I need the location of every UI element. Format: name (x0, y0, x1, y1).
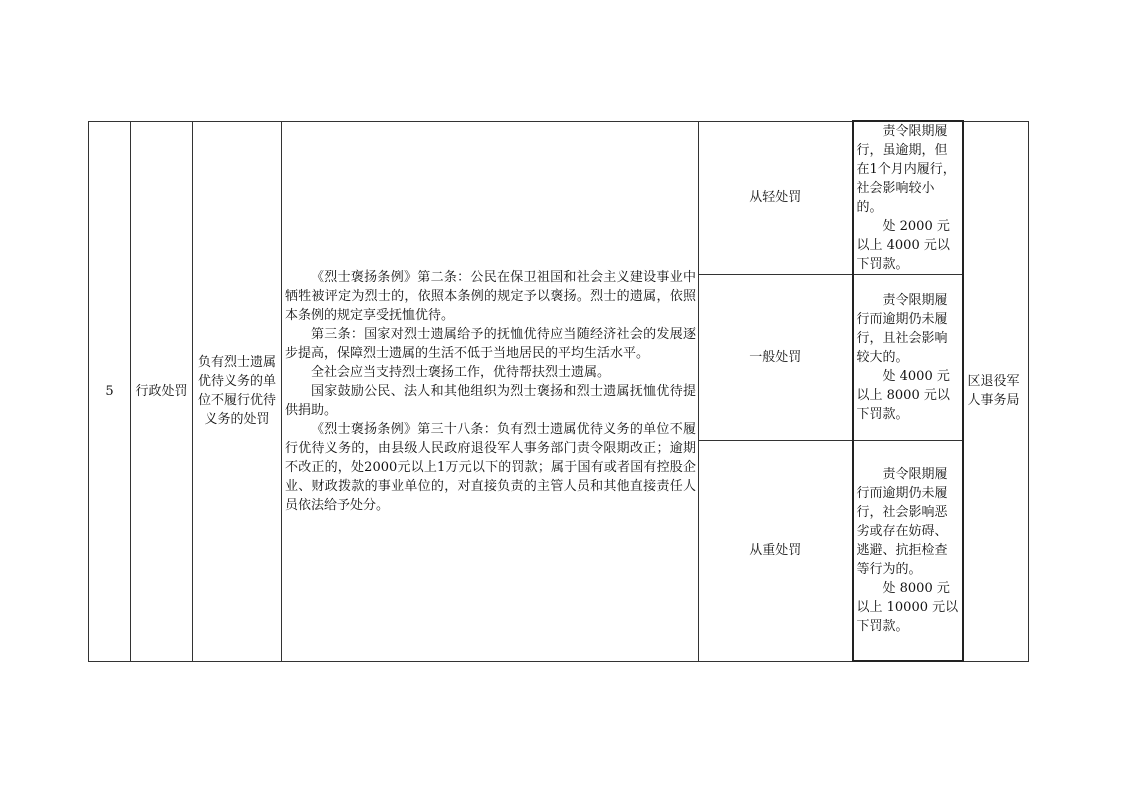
legal-basis-cell (282, 121, 699, 661)
penalty-amount-text: 处 4000 元以上 8000 元以下罚款。 (856, 369, 950, 422)
circumstance-text: 责令限期履行而逾期仍未履行，且社会影响较大的。 (856, 293, 948, 365)
standard-heavy (853, 441, 963, 662)
penalty-type: 行政处罚 (131, 121, 193, 661)
row-number: 5 (89, 121, 131, 661)
standard-general (853, 275, 963, 441)
standard-light (853, 121, 963, 275)
legal-basis-paragraph: 全社会应当支持烈士褒扬工作，优待帮扶烈士遗属。 (311, 364, 611, 380)
circumstance-text: 责令限期履行，虽逾期，但在1个月内履行，社会影响较小的。 (856, 124, 956, 215)
penalty-amount-text: 处 8000 元以上 10000 元以下罚款。 (856, 581, 959, 634)
penalty-item: 负有烈士遗属优待义务的单位不履行优待义务的处罚 (193, 121, 282, 661)
legal-basis-paragraph: 《烈士褒扬条例》第二条：公民在保卫祖国和社会主义建设事业中牺牲被评定为烈士的，依照本条例的规定予以褒扬。烈士的遗属，依照本条例的规定享受抚恤优待。 (285, 269, 696, 323)
level-heavy: 从重处罚 (699, 441, 853, 662)
penalty-standards-table (88, 120, 1029, 662)
circumstance-text: 责令限期履行而逾期仍未履行，社会影响恶劣或存在妨碍、逃避、抗拒检查等行为的。 (856, 467, 948, 577)
level-light: 从轻处罚 (699, 121, 853, 275)
legal-basis-paragraph: 国家鼓励公民、法人和其他组织为烈士褒扬和烈士遗属抚恤优待提供捐助。 (285, 383, 696, 418)
penalty-amount-text: 处 2000 元以上 4000 元以下罚款。 (856, 219, 950, 272)
legal-basis-paragraph: 《烈士褒扬条例》第三十八条：负有烈士遗属优待义务的单位不履行优待义务的，由县级人民政府退役军人事务部门责令限期改正；逾期不改正的，处2000元以上1万元以下的罚款；属于国有或者国有控股企业、财政拨款的事业单位的，对直接负责的主管人员和其他直接责任人员依法给予处分。 (285, 421, 696, 513)
level-general: 一般处罚 (699, 275, 853, 441)
legal-basis-paragraph: 第三条：国家对烈士遗属给予的抚恤优待应当随经济社会的发展逐步提高，保障烈士遗属的生活不低于当地居民的平均生活水平。 (285, 326, 696, 361)
table-row (89, 121, 1029, 275)
enforcement-department: 区退役军人事务局 (963, 121, 1029, 661)
